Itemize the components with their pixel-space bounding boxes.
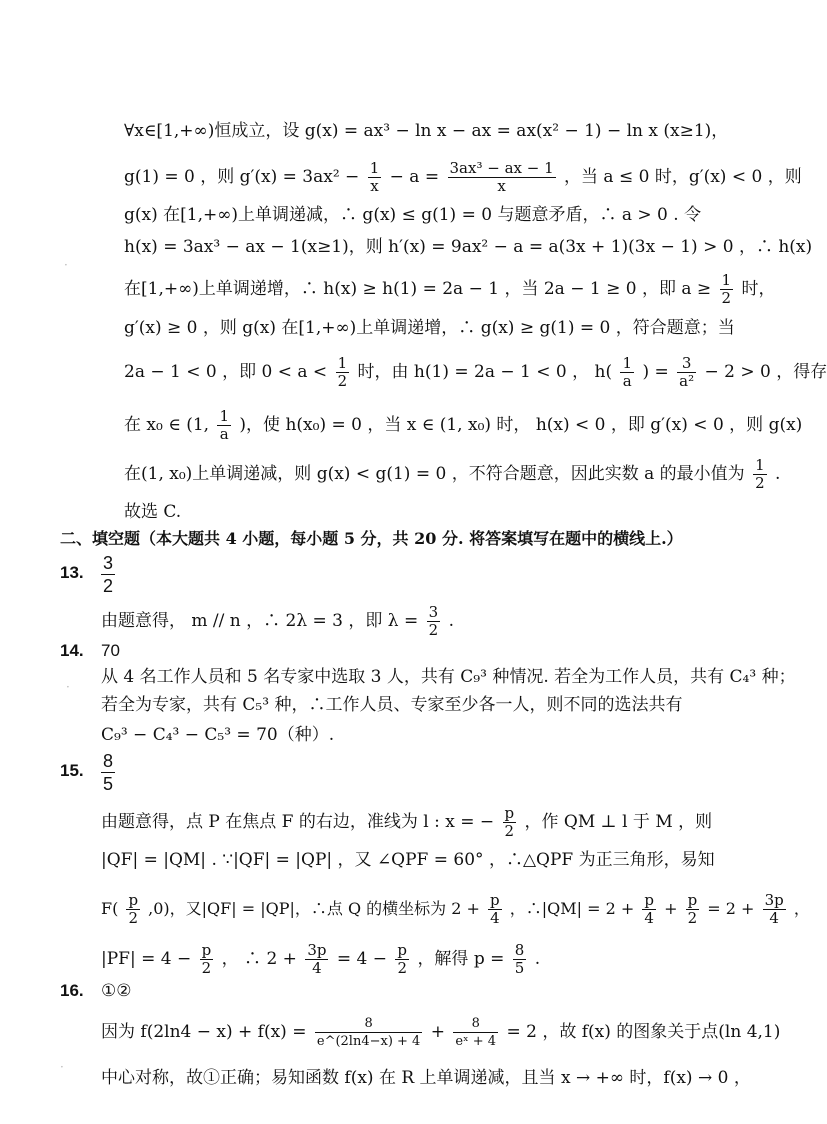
text: 二、填空题（本大题共 4 小题，每小题 5 分，共 20 分. 将答案填写在题中的横线上.） — [60, 529, 683, 548]
solution-line-8 — [124, 408, 802, 443]
q16-line-2 — [101, 1065, 751, 1091]
text: |QF| = |QM| . ∵|QF| = |QP| ，又 ∠QPF = 60° ，∴△QPF 为正三角形，易知 — [101, 850, 715, 870]
numerator: p — [687, 891, 698, 909]
q14-line-3 — [101, 722, 334, 748]
text: 从 4 名工作人员和 5 名专家中选取 3 人，共有 C₉³ 种情况. 若全为工作人员，共有 C₄³ 种； — [101, 667, 796, 687]
numerator: 3 — [103, 553, 114, 573]
fraction — [305, 942, 328, 977]
denominator: 4 — [312, 959, 322, 977]
numerator: 3 — [428, 603, 439, 621]
text: 若全为专家，共有 C₅³ 种，∴工作人员、专家至少各一人，则不同的选法共有 — [101, 695, 683, 715]
numerator: 8 — [453, 1015, 498, 1033]
text: 2a − 1 < 0 ，即 0 < a < — [124, 362, 328, 382]
numerator: 1 — [721, 271, 732, 289]
text: ∀x∈[1,+∞)恒成立，设 g(x) = ax³ − ln x − ax = ax(x² − 1) − ln x (x≥1)， — [124, 121, 729, 141]
denominator: 2 — [721, 289, 732, 307]
scan-speck: · — [64, 258, 68, 272]
text: 时，由 h(1) = 2a − 1 < 0 ， h( — [357, 362, 613, 382]
numerator: p — [644, 891, 654, 909]
text: 15. — [60, 761, 84, 780]
denominator: 4 — [644, 909, 654, 927]
denominator: 2 — [128, 909, 139, 927]
fraction — [453, 1015, 498, 1050]
numerator: 1 — [622, 354, 633, 372]
text: 由题意得， m // n ，∴ 2λ = 3 ，即 λ = — [101, 611, 419, 631]
text: |PF| = 4 − — [101, 949, 192, 969]
fraction — [200, 942, 214, 977]
denominator: 2 — [428, 621, 439, 639]
text: 在 x₀ ∈ (1, — [124, 415, 210, 435]
solution-line-1 — [124, 118, 728, 144]
denominator: e^(2ln4−x) + 4 — [316, 1034, 421, 1049]
denominator: 2 — [201, 959, 212, 977]
numerator: 1 — [219, 407, 230, 425]
text: . — [448, 611, 454, 631]
section-heading — [60, 526, 683, 552]
numerator: p — [128, 891, 139, 909]
fraction — [395, 942, 409, 977]
solution-line-6 — [124, 315, 735, 341]
fraction — [642, 892, 656, 927]
scan-speck: · — [60, 1060, 64, 1074]
fraction — [336, 355, 350, 390]
text: g(x) 在[1,+∞)上单调递减，∴ g(x) ≤ g(1) = 0 与题意矛盾，∴ a > 0 . 令 — [124, 205, 702, 225]
fraction — [368, 160, 382, 195]
text: F( — [101, 899, 119, 918]
answer-value — [101, 978, 131, 1004]
denominator: 4 — [490, 909, 500, 927]
answer-fraction — [101, 750, 115, 795]
text: 16. — [60, 981, 84, 1000]
q14-line-1 — [101, 664, 796, 690]
text: 时， — [741, 279, 776, 299]
text: 70 — [101, 641, 120, 660]
fraction — [217, 408, 231, 443]
text: g′(x) ≥ 0 ，则 g(x) 在[1,+∞)上单调递增，∴ g(x) ≥ g(1) = 0 ，符合题意；当 — [124, 318, 735, 338]
text: . — [534, 949, 541, 969]
text: g(1) = 0 ，则 g′(x) = 3ax² − — [124, 167, 360, 187]
text: ， — [793, 899, 810, 918]
text: ， ∴ 2 + — [221, 949, 297, 969]
q16-line-1 — [101, 1015, 780, 1050]
solution-line-9 — [124, 457, 780, 492]
text: ，∴|QM| = 2 + — [509, 899, 635, 918]
text: 由题意得，点 P 在焦点 F 的右边，准线为 l : x = − — [101, 812, 495, 832]
fraction — [620, 355, 634, 390]
fraction — [126, 892, 140, 927]
numerator: 3 — [677, 355, 696, 373]
solution-line-10 — [124, 499, 181, 525]
q15-line-2 — [101, 847, 715, 873]
question-number — [60, 560, 84, 586]
text: 在(1, x₀)上单调递减，则 g(x) < g(1) = 0 ，不符合题意，因此实数 a 的最小值为 — [124, 464, 745, 484]
solution-line-5 — [124, 272, 776, 307]
text: 因为 f(2ln4 − x) + f(x) = — [101, 1022, 307, 1042]
q15-line-1 — [101, 805, 712, 840]
denominator: 5 — [103, 774, 114, 794]
text: ) = — [642, 362, 669, 382]
fraction — [677, 355, 696, 390]
fraction — [448, 160, 556, 195]
q15-line-3 — [101, 892, 810, 927]
denominator: 2 — [397, 959, 407, 977]
text: 14. — [60, 641, 84, 660]
denominator: a² — [679, 372, 695, 390]
text: 故选 C. — [124, 502, 182, 522]
numerator: 3p — [764, 891, 784, 909]
numerator: p — [504, 804, 515, 822]
fraction — [427, 604, 441, 639]
numerator: 3p — [307, 941, 327, 959]
numerator: 3ax³ − ax − 1 — [449, 159, 554, 177]
numerator: 8 — [103, 751, 114, 771]
text: = 2 + — [707, 899, 755, 918]
text: )，使 h(x₀) = 0 ，当 x ∈ (1, x₀) 时， h(x) < 0 ，即 g′(x) < 0 ，则 g(x) — [239, 415, 803, 435]
fraction — [513, 942, 527, 977]
denominator: 2 — [755, 474, 765, 492]
denominator: eˣ + 4 — [455, 1034, 497, 1049]
text: = 2 ，故 f(x) 的图象关于点(ln 4,1) — [506, 1022, 781, 1042]
fraction — [720, 272, 734, 307]
numerator: 8 — [514, 941, 525, 959]
numerator: p — [201, 941, 212, 959]
fraction — [753, 457, 767, 492]
numerator: 1 — [755, 456, 765, 474]
answer-fraction — [101, 552, 115, 597]
denominator: 2 — [687, 909, 698, 927]
text: + — [430, 1022, 445, 1042]
numerator: p — [490, 891, 500, 909]
text: 13. — [60, 563, 84, 582]
fraction — [503, 805, 517, 840]
denominator: x — [370, 177, 379, 195]
denominator: 4 — [769, 909, 779, 927]
solution-line-3 — [124, 202, 701, 228]
question-number — [60, 638, 84, 664]
text: − a = — [389, 167, 440, 187]
text: + — [664, 899, 678, 918]
text: 在[1,+∞)上单调递增，∴ h(x) ≥ h(1) = 2a − 1 ，当 2a − 1 ≥ 0 ，即 a ≥ — [124, 279, 712, 299]
text: ，解得 p = — [417, 949, 505, 969]
numerator: p — [397, 941, 408, 959]
q13-explanation — [101, 604, 454, 639]
text: ①② — [101, 981, 132, 1001]
solution-line-2 — [124, 160, 802, 195]
numerator: 1 — [369, 159, 380, 177]
numerator: 1 — [337, 354, 348, 372]
denominator: 2 — [103, 576, 114, 596]
q15-line-4 — [101, 942, 540, 977]
text: − 2 > 0 ，得存 — [704, 362, 827, 382]
denominator: a — [622, 372, 632, 390]
text: ，当 a ≤ 0 时，g′(x) < 0 ，则 — [564, 167, 802, 187]
text: 中心对称，故①正确；易知函数 f(x) 在 R 上单调递减，且当 x → +∞ 时，f(x) → 0 ， — [101, 1068, 751, 1088]
answer-value — [101, 638, 120, 664]
text: ,0)，又|QF| = |QP|，∴点 Q 的横坐标为 2 + — [148, 899, 480, 918]
text: h(x) = 3ax³ − ax − 1(x≥1)，则 h′(x) = 9ax² − a = a(3x + 1)(3x − 1) > 0 ，∴ h(x) — [124, 237, 813, 257]
question-number — [60, 758, 84, 784]
scan-speck: · — [66, 680, 70, 694]
text: C₉³ − C₄³ − C₅³ = 70（种）. — [101, 725, 335, 745]
question-number — [60, 978, 84, 1004]
text: . — [775, 464, 781, 484]
denominator: 2 — [504, 822, 515, 840]
solution-line-4 — [124, 234, 812, 260]
fraction — [763, 892, 786, 927]
fraction — [315, 1015, 422, 1050]
fraction — [686, 892, 700, 927]
numerator: 8 — [315, 1015, 422, 1033]
text: = 4 − — [336, 949, 388, 969]
denominator: a — [219, 425, 229, 443]
text: ，作 QM ⊥ l 于 M ，则 — [524, 812, 713, 832]
fraction — [488, 892, 502, 927]
denominator: 2 — [337, 372, 348, 390]
solution-line-7 — [124, 355, 827, 390]
denominator: x — [497, 177, 506, 195]
q14-line-2 — [101, 692, 682, 718]
denominator: 5 — [514, 959, 525, 977]
